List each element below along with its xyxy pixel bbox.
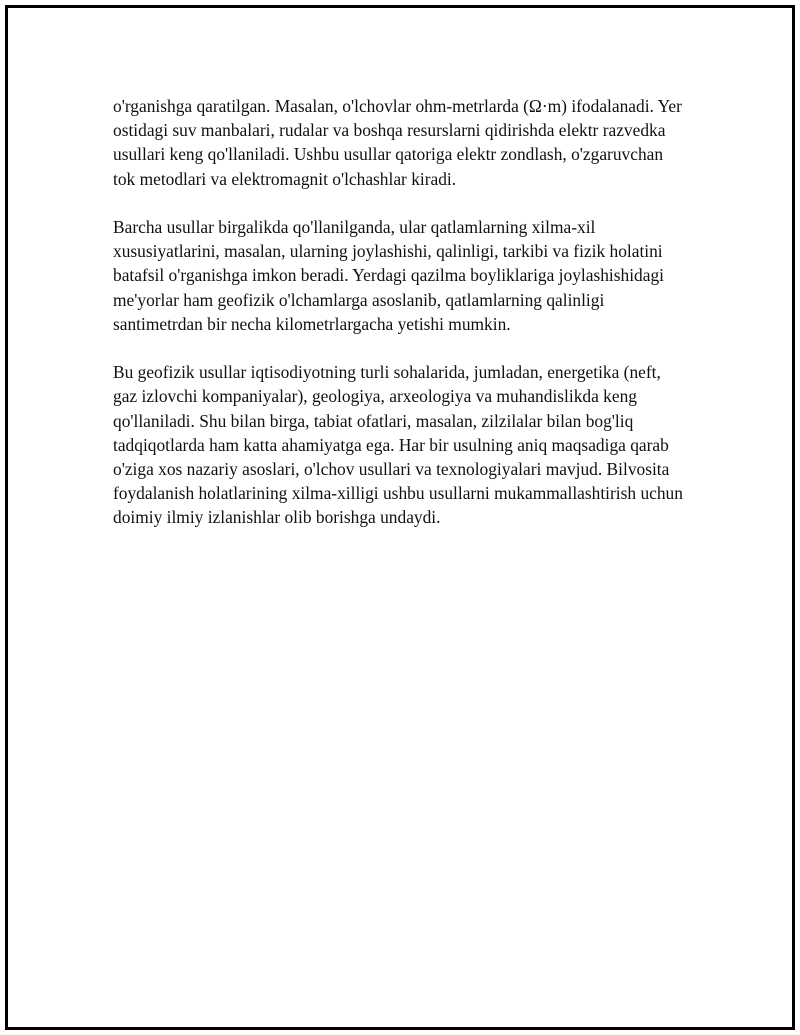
document-body: [113, 94, 683, 554]
paragraph-3: Bu geofizik usullar iqtisodiyotning turli sohalarida, jumladan, energetika (neft, gaz izlovchi kompaniyalar), geologiya, arxeologiya va muhandislikda keng qo'llaniladi. Shu bilan birga, tabiat ofatlari, masalan, zilzilalar bilan bog'liq tadqiqotlarda ham katta ahamiyatga ega. Har bir usulning aniq maqsadiga qarab o'ziga xos nazariy asoslari, o'lchov usullari va texnologiyalari mavjud. Bilvosita foydalanish holatlarining xilma-xilligi ushbu usullarni mukammallashtirish uchun doimiy ilmiy izlanishlar olib borishga undaydi.: [113, 362, 683, 528]
paragraph-1: o'rganishga qaratilgan. Masalan, o'lchovlar ohm-metrlarda (Ω·m) ifodalanadi. Yer ostidagi suv manbalari, rudalar va boshqa resurslarni qidirishda elektr razvedka usullari keng qo'llaniladi. Ushbu usullar qatoriga elektr zondlash, o'zgaruvchan tok metodlari va elektromagnit o'lchashlar kiradi.: [113, 96, 682, 189]
paragraph-2: Barcha usullar birgalikda qo'llanilganda, ular qatlamlarning xilma-xil xususiyatlarini, masalan, ularning joylashishi, qalinligi, tarkibi va fizik holatini batafsil o'rganishga imkon beradi. Yerdagi qazilma boyliklariga joylashishidagi me'yorlar ham geofizik o'lchamlarga asoslanib, qatlamlarning qalinligi santimetrdan bir necha kilometrlargacha yetishi mumkin.: [113, 217, 664, 334]
